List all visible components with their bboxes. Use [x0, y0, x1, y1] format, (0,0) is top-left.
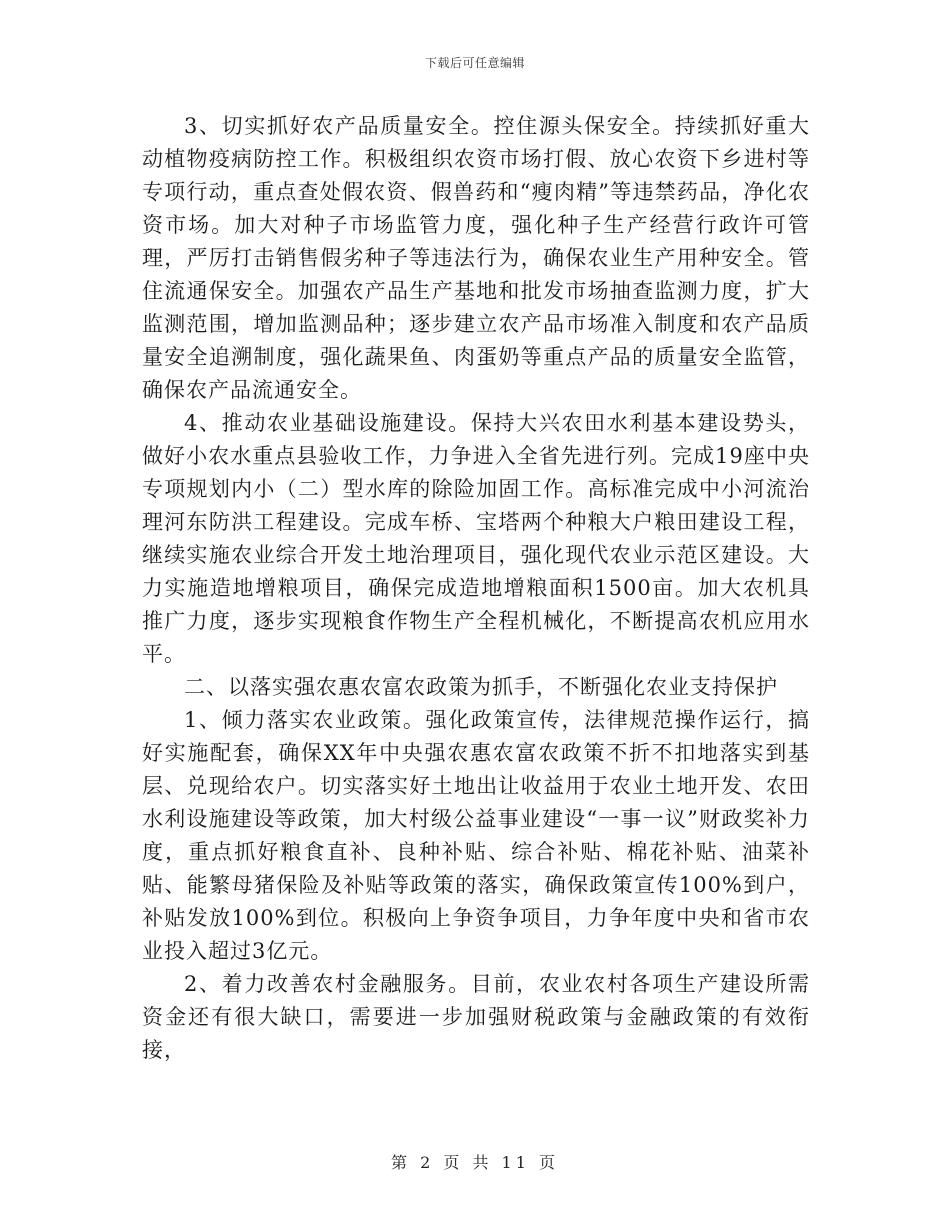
section-heading-policy-support: 二、以落实强农惠农富农政策为抓手，不断强化农业支持保护: [184, 675, 778, 699]
document-body: [142, 110, 810, 1067]
paragraph-agricultural-policy: 1、倾力落实农业政策。强化政策宣传，法律规范操作运行，搞好实施配套，确保XX年中央强农惠农富农政策不折不扣地落实到基层、兑现给农户。切实落实好土地出让收益用于农业土地开发、农田水利设施建设等政策，加大村级公益事业建设“一事一议”财政奖补力度，重点抓好粮食直补、良种补贴、综合补贴、棉花补贴、油菜补贴、能繁母猪保险及补贴等政策的落实，确保政策宣传100%到户，补贴发放100%到位。积极向上争资争项目，力争年度中央和省市农业投入超过3亿元。: [142, 708, 810, 963]
paragraph-rural-finance: 2、着力改善农村金融服务。目前，农业农村各项生产建设所需资金还有很大缺口，需要进一步加强财税政策与金融政策的有效衔接，: [142, 972, 810, 1062]
paragraph-quality-safety: 3、切实抓好农产品质量安全。控住源头保安全。持续抓好重大动植物疫病防控工作。积极组织农资市场打假、放心农资下乡进村等专项行动，重点查处假农资、假兽药和“瘦肉精”等违禁药品，净化农资市场。加大对种子市场监管力度，强化种子生产经营行政许可管理，严厉打击销售假劣种子等违法行为，确保农业生产用种安全。管住流通保安全。加强农产品生产基地和批发市场抽查监测力度，扩大监测范围，增加监测品种；逐步建立农产品市场准入制度和农产品质量安全追溯制度，强化蔬果鱼、肉蛋奶等重点产品的质量安全监管，确保农产品流通安全。: [142, 114, 810, 402]
page-number-footer: 第 2 页 共 11 页: [391, 1153, 559, 1172]
header-note: 下载后可任意编辑: [424, 56, 525, 70]
paragraph-infrastructure: 4、推动农业基础设施建设。保持大兴农田水利基本建设势头，做好小农水重点县验收工作，力争进入全省先进行列。完成19座中央专项规划内小（二）型水库的除险加固工作。高标准完成中小河流治理河东防洪工程建设。完成车桥、宝塔两个种粮大户粮田建设工程，继续实施农业综合开发土地治理项目，强化现代农业示范区建设。大力实施造地增粮项目，确保完成造地增粮面积1500亩。加大农机具推广力度，逐步实现粮食作物生产全程机械化，不断提高农机应用水平。: [142, 411, 810, 666]
